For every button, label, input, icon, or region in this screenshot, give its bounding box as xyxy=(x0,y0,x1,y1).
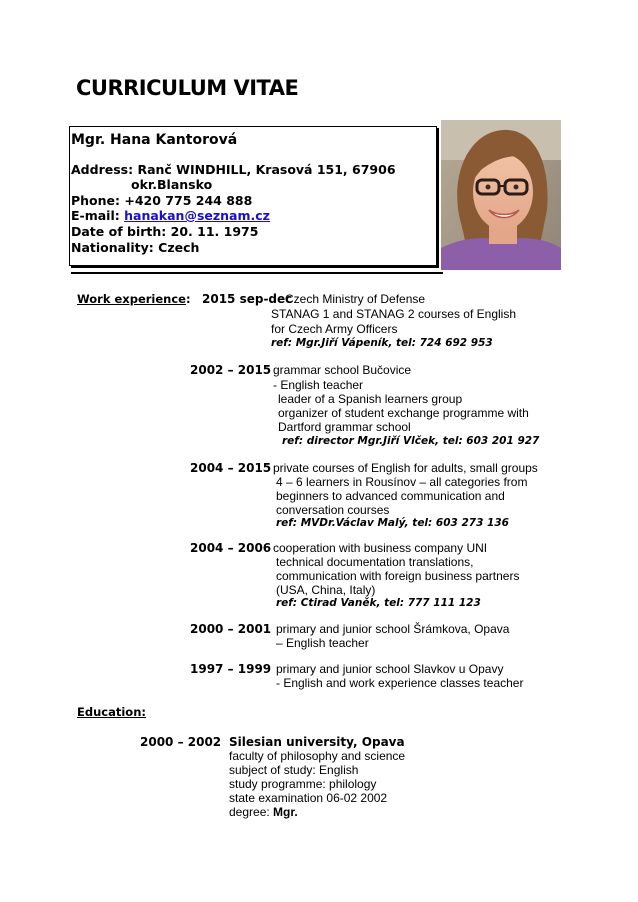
work-line: (USA, China, Italy) xyxy=(276,583,376,597)
work-experience-label: Work experience xyxy=(77,292,186,306)
work-line: STANAG 1 and STANAG 2 courses of English xyxy=(271,307,516,321)
nationality-row xyxy=(71,240,199,256)
work-line: 4 – 6 learners in Rousínov – all categories from xyxy=(276,475,528,489)
work-line: primary and junior school Šrámkova, Opava xyxy=(276,622,510,636)
education-heading xyxy=(77,705,146,719)
education-line: study programme: philology xyxy=(229,777,377,791)
work-experience-heading: Work experience: xyxy=(77,292,191,306)
phone-value: +420 775 244 888 xyxy=(124,193,253,208)
work-date: 2000 – 2001 xyxy=(190,622,272,636)
work-line: Czech Ministry of Defense xyxy=(285,292,426,306)
degree-label: degree: xyxy=(229,805,270,819)
phone-row xyxy=(71,193,252,209)
nationality-value: Czech xyxy=(158,240,200,255)
degree-value: Mgr. xyxy=(273,805,298,819)
work-line: - English and work experience classes teacher xyxy=(276,676,524,690)
work-line: communication with foreign business partners xyxy=(276,569,520,583)
work-line: technical documentation translations, xyxy=(276,555,474,569)
work-line: – English teacher xyxy=(276,636,369,650)
education-degree-row xyxy=(229,805,298,819)
email-label: E-mail: xyxy=(71,208,120,223)
work-line: for Czech Army Officers xyxy=(271,322,398,336)
education-school: Silesian university, Opava xyxy=(229,735,405,749)
address-line1: Ranč WINDHILL, Krasová 151, 67906 xyxy=(137,162,396,177)
address-row xyxy=(71,162,396,178)
address-label: Address: xyxy=(71,162,134,177)
work-line: beginners to advanced communication and xyxy=(276,489,505,503)
work-reference: ref: director Mgr.Jiří Vlček, tel: 603 201 927 xyxy=(282,435,540,447)
work-line: private courses of English for adults, small groups xyxy=(273,461,538,475)
dob-value: 20. 11. 1975 xyxy=(170,224,259,239)
address-line2: okr.Blansko xyxy=(131,177,213,192)
work-date: 2002 – 2015 xyxy=(190,363,272,377)
email-row xyxy=(71,208,270,224)
work-reference: ref: MVDr.Václav Malý, tel: 603 273 136 xyxy=(276,517,509,529)
portrait-photo xyxy=(441,120,561,270)
work-line: grammar school Bučovice xyxy=(273,363,412,377)
education-date: 2000 – 2002 xyxy=(140,735,222,749)
nationality-label: Nationality: xyxy=(71,240,154,255)
work-line: leader of a Spanish learners group xyxy=(278,392,463,406)
divider-line xyxy=(71,272,443,274)
email-link[interactable]: hanakan@seznam.cz xyxy=(124,208,270,223)
education-line: subject of study: English xyxy=(229,763,359,777)
work-line: primary and junior school Slavkov u Opavy xyxy=(276,662,504,676)
work-date: 2004 – 2015 xyxy=(190,461,272,475)
phone-label: Phone: xyxy=(71,193,121,208)
work-reference: ref: Ctirad Vaněk, tel: 777 111 123 xyxy=(276,597,481,609)
work-date: 2015 sep-dec xyxy=(202,292,293,306)
education-line: state examination 06-02 2002 xyxy=(229,791,388,805)
work-line: organizer of student exchange programme with xyxy=(278,406,529,420)
work-line: Dartford grammar school xyxy=(278,420,411,434)
work-date: 1997 – 1999 xyxy=(190,662,272,676)
work-line: cooperation with business company UNI xyxy=(273,541,488,555)
dob-label: Date of birth: xyxy=(71,224,167,239)
dob-row xyxy=(71,224,258,240)
document-title: CURRICULUM VITAE xyxy=(76,76,299,100)
work-line: conversation courses xyxy=(276,503,390,517)
person-name: Mgr. Hana Kantorová xyxy=(71,132,238,148)
work-date: 2004 – 2006 xyxy=(190,541,272,555)
work-line: - English teacher xyxy=(273,378,364,392)
work-reference: ref: Mgr.Jiří Vápeník, tel: 724 692 953 xyxy=(271,337,493,349)
education-line: faculty of philosophy and science xyxy=(229,749,406,763)
education-label: Education: xyxy=(77,705,146,719)
